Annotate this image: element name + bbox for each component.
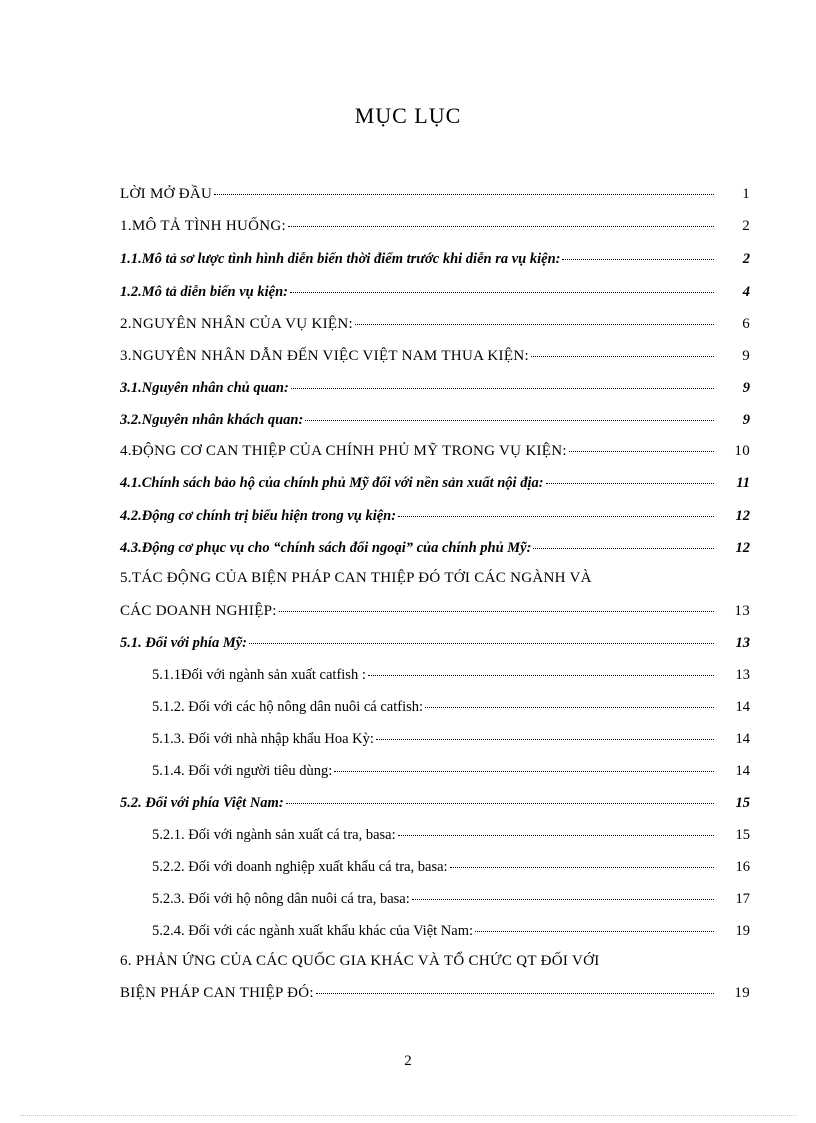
toc-entry[interactable]: 3.1.Nguyên nhân chủ quan: 9	[120, 380, 750, 396]
toc-entry[interactable]: BIỆN PHÁP CAN THIỆP ĐÓ: 19	[120, 985, 750, 1001]
toc-entry-continued[interactable]: 5.TÁC ĐỘNG CỦA BIỆN PHÁP CAN THIỆP ĐÓ TỚI CÁC NGÀNH VÀ	[120, 570, 592, 586]
toc-entry[interactable]: 1.1.Mô tả sơ lược tình hình diễn biến thời điểm trước khi diễn ra vụ kiện: 2	[120, 251, 750, 267]
toc-entry[interactable]: 5.1. Đối với phía Mỹ: 13	[120, 635, 750, 651]
page-bottom-border	[20, 1115, 796, 1116]
toc-entry[interactable]: 5.2.4. Đối với các ngành xuất khẩu khác của Việt Nam: 19	[152, 923, 750, 939]
toc-entry[interactable]: 4.ĐỘNG CƠ CAN THIỆP CỦA CHÍNH PHỦ MỸ TRONG VỤ KIỆN: 10	[120, 443, 750, 459]
toc-entry[interactable]: 4.2.Động cơ chính trị biểu hiện trong vụ kiện: 12	[120, 508, 750, 524]
toc-entry[interactable]: 1.MÔ TẢ TÌNH HUỐNG: 2	[120, 218, 750, 234]
page-title: MỤC LỤC	[354, 103, 462, 128]
toc-entry[interactable]: 5.2.2. Đối với doanh nghiệp xuất khẩu cá tra, basa: 16	[152, 859, 750, 875]
toc-entry[interactable]: 5.1.3. Đối với nhà nhập khẩu Hoa Kỳ: 14	[152, 731, 750, 747]
toc-entry[interactable]: 5.2.3. Đối với hộ nông dân nuôi cá tra, basa: 17	[152, 891, 750, 907]
toc-entry[interactable]: CÁC DOANH NGHIỆP: 13	[120, 603, 750, 619]
toc-entry[interactable]: 3.2.Nguyên nhân khách quan: 9	[120, 412, 750, 428]
toc-entry[interactable]: LỜI MỞ ĐẦU 1	[120, 186, 750, 202]
toc-entry[interactable]: 5.2.1. Đối với ngành sản xuất cá tra, basa: 15	[152, 827, 750, 843]
toc-entry[interactable]: 1.2.Mô tả diễn biến vụ kiện: 4	[120, 284, 750, 300]
toc-entry[interactable]: 3.NGUYÊN NHÂN DẪN ĐẾN VIỆC VIỆT NAM THUA KIỆN: 9	[120, 348, 750, 364]
toc-entry[interactable]: 5.1.2. Đối với các hộ nông dân nuôi cá catfish: 14	[152, 699, 750, 715]
toc-entry[interactable]: 5.2. Đối với phía Việt Nam: 15	[120, 795, 750, 811]
toc-entry[interactable]: 2.NGUYÊN NHÂN CỦA VỤ KIỆN: 6	[120, 316, 750, 332]
toc-entry[interactable]: 5.1.4. Đối với người tiêu dùng: 14	[152, 763, 750, 779]
toc-entry[interactable]: 4.3.Động cơ phục vụ cho “chính sách đối ngoại” của chính phủ Mỹ: 12	[120, 540, 750, 556]
page-number: 2	[404, 1053, 412, 1069]
toc-entry-continued[interactable]: 6. PHẢN ỨNG CỦA CÁC QUỐC GIA KHÁC VÀ TỔ CHỨC QT ĐỐI VỚI	[120, 953, 600, 969]
toc-entry[interactable]: 4.1.Chính sách bảo hộ của chính phủ Mỹ đối với nền sản xuất nội địa: 11	[120, 475, 750, 491]
toc-entry[interactable]: 5.1.1Đối với ngành sản xuất catfish : 13	[152, 667, 750, 683]
